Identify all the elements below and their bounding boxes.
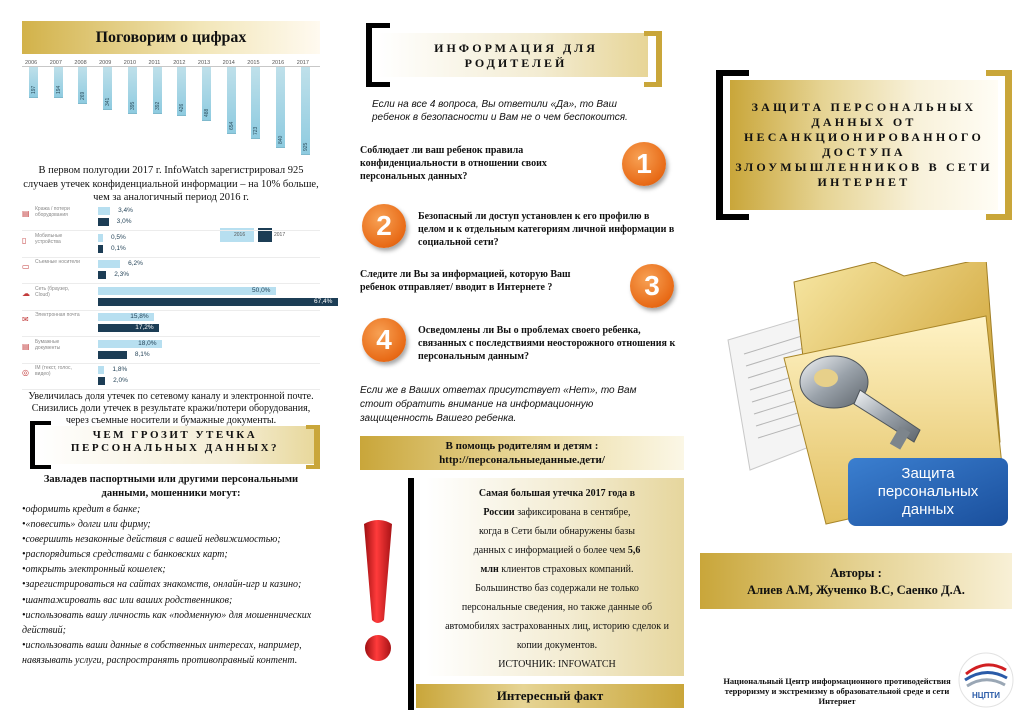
timeline-year-2015: 2015 xyxy=(247,60,260,66)
timeline-year-2010: 2010 xyxy=(123,60,137,66)
channel-label: Кража / потери оборудования xyxy=(35,206,70,218)
channel-value-2016: 1,8% xyxy=(112,366,128,373)
timeline-value-2016: 840 xyxy=(278,136,284,145)
fact-line: копии документов. xyxy=(516,640,598,651)
channel-value-2016: 18,0% xyxy=(138,339,157,347)
channels-paragraph: Увеличилась доля утечек по сетевому каналу и электронной почте. Снизились доли утечек в результате кражи/потери оборудования, через съемные носители и бумажные документы. xyxy=(28,391,314,426)
channel-value-2017: 3,0% xyxy=(116,218,132,225)
question-3: Следите ли Вы за информацией, которую Ваш ребенок отправляет/ вводит в Интернете ? xyxy=(360,269,571,293)
channel-bar-2017 xyxy=(98,377,105,385)
channel-value-2017: 67,4% xyxy=(314,297,333,305)
threat-item: •распорядиться средствами с банковских карт; xyxy=(22,549,228,561)
channel-label: Бумажные документы xyxy=(35,338,61,351)
threat-intro: Завладев паспортными или другими персональными данными, мошенники могут: xyxy=(43,474,299,499)
threat-item: •зарегистрироваться на сайтах знакомств, онлайн-игр и казино; xyxy=(22,579,302,591)
channel-icon: ☁ xyxy=(22,288,30,298)
help-link[interactable]: http://персональныеданные.дети/ xyxy=(439,454,605,466)
threat-item: •использовать ваши данные в собственных интересах, например, навязывать услуги, распространять противоправный контент. xyxy=(22,639,302,666)
channel-icon: ✉ xyxy=(22,315,29,324)
channel-row xyxy=(22,365,320,389)
channel-value-2016: 15,8% xyxy=(130,313,149,320)
channel-row xyxy=(22,259,320,283)
timeline-year-2009: 2009 xyxy=(99,60,112,66)
fact-line: когда в Сети были обнаружены базы xyxy=(479,526,635,537)
channel-icon: ▤ xyxy=(22,341,30,351)
folder-caption-1: Защита xyxy=(901,465,955,482)
channel-value-2017: 0,1% xyxy=(111,244,126,252)
fact-line: ИСТОЧНИК: INFOWATCH xyxy=(498,659,616,670)
threat-item: •открыть электронный кошелек; xyxy=(22,564,166,576)
threat-item: •оформить кредит в банке; xyxy=(22,504,141,515)
fact-line: данных с информацией о более чем 5,6 xyxy=(473,545,641,556)
channel-separator xyxy=(22,230,320,231)
channel-label: Сеть (браузер, Cloud) xyxy=(35,285,70,298)
fact-line: России зафиксирована в сентябре, xyxy=(483,507,631,518)
channel-bar-2016 xyxy=(98,207,110,215)
threat-heading-box xyxy=(22,421,320,469)
timeline-year-2017: 2017 xyxy=(296,60,309,66)
question-4: Осведомлены ли Вы о проблемах своего ребенка, связанных с последствиями неосторожного отношения к персональным данным? xyxy=(418,325,676,362)
logo-text: НЦПТИ xyxy=(971,691,1001,700)
numbers-heading: Поговорим о цифрах xyxy=(22,21,320,54)
authors-box xyxy=(700,553,1012,609)
timeline-year-2008: 2008 xyxy=(74,60,87,66)
channel-value-2016: 6,2% xyxy=(128,260,143,267)
channel-icon: ▤ xyxy=(22,209,30,218)
channel-bar-2017 xyxy=(98,298,338,306)
fact-line: Самая большая утечка 2017 года в xyxy=(478,488,636,499)
channel-separator xyxy=(22,310,320,311)
timeline-value-2009: 341 xyxy=(105,97,112,106)
legend-2017-label: 2017 xyxy=(274,232,286,238)
parents-outro: Если же в Ваших ответах присутствует «Нет», то Вам стоит обратить внимание на информационную защищенность Вашего ребенка. xyxy=(360,385,637,424)
timeline-value-2017: 925 xyxy=(302,142,309,151)
channel-icon: ◎ xyxy=(22,368,29,377)
timeline-value-2008: 269 xyxy=(80,91,87,100)
timeline-value-2012: 426 xyxy=(179,103,186,113)
timeline-value-2011: 392 xyxy=(154,101,161,110)
threat-heading: ЧЕМ ГРОЗИТ УТЕЧКА ПЕРСОНАЛЬНЫХ ДАННЫХ? xyxy=(70,429,280,454)
channel-label: Электронная почта xyxy=(35,312,80,318)
timeline-year-2007: 2007 xyxy=(49,60,62,66)
interesting-fact-box xyxy=(408,478,684,710)
threat-item: •использовать вашу личность как «подменную» для мошеннических действий; xyxy=(22,609,312,636)
timeline-value-2010: 395 xyxy=(129,101,136,110)
channel-value-2017: 2,3% xyxy=(114,271,130,278)
question-4-number-icon: 4 xyxy=(362,318,406,362)
channel-label: IM (текст, голос, видео) xyxy=(35,365,72,377)
channel-label: Съемные носители xyxy=(35,259,80,265)
fact-line: млн клиентов страховых компаний. xyxy=(480,564,634,575)
parents-heading-box xyxy=(366,23,662,87)
channel-row xyxy=(22,233,320,257)
channel-bar-2016 xyxy=(98,287,276,295)
channel-bar-2017 xyxy=(98,245,103,253)
channel-separator xyxy=(22,336,320,337)
question-1-number-icon: 1 xyxy=(622,142,666,186)
question-2: Безопасный ли доступ установлен к его профилю в целом и к отдельным категориям личной информации в социальной сети? xyxy=(418,211,675,248)
channel-icon: ▯ xyxy=(22,235,27,245)
ncpti-logo xyxy=(958,652,1014,708)
main-title-box xyxy=(716,70,1012,220)
threat-list xyxy=(22,502,320,668)
fact-text xyxy=(430,484,684,674)
channel-value-2017: 2,0% xyxy=(113,377,128,384)
folder-caption-2: персональных xyxy=(877,483,979,500)
question-2-number-icon: 2 xyxy=(362,204,406,248)
fact-line: Большинство баз содержали не только xyxy=(475,583,639,594)
exclamation-icon xyxy=(360,516,396,666)
question-1: Соблюдает ли ваш ребенок правила конфиденциальности в отношении своих персональных данных? xyxy=(360,145,547,182)
channel-value-2017: 17,2% xyxy=(135,324,154,331)
threat-item: •совершить незаконные действия с вашей недвижимостью; xyxy=(22,534,281,546)
folder-caption-3: данных xyxy=(902,501,954,518)
fact-title: Интересный факт xyxy=(416,684,684,708)
authors-label: Авторы : xyxy=(830,566,882,580)
channel-bar-2016 xyxy=(98,234,103,242)
authors-names: Алиев А.М, Жученко В.С, Саенко Д.А. xyxy=(747,583,965,597)
timeline-year-2011: 2011 xyxy=(148,60,161,66)
timeline-year-2006: 2006 xyxy=(25,60,38,66)
timeline-value-2006: 197 xyxy=(31,85,37,95)
channel-label: Мобильные устройства xyxy=(35,232,63,245)
legend-2016: 2016 xyxy=(220,228,254,242)
timeline-value-2013: 488 xyxy=(203,108,210,117)
timeline-year-2016: 2016 xyxy=(272,60,285,66)
channel-icon: ▭ xyxy=(22,262,30,271)
channel-bar-2017 xyxy=(98,271,106,279)
question-3-number-icon: 3 xyxy=(630,264,674,308)
timeline-value-2015: 723 xyxy=(253,126,260,136)
channel-bar-2016 xyxy=(98,260,120,268)
help-label: В помощь родителям и детям : xyxy=(445,440,599,452)
timeline-value-2014: 654 xyxy=(228,121,235,130)
main-title: ЗАЩИТА ПЕРСОНАЛЬНЫХ ДАННЫХ ОТ НЕСАНКЦИОНИРОВАННОГО ДОСТУПА ЗЛОУМЫШЛЕННИКОВ В СЕТИ ИНТЕРНЕТ xyxy=(735,100,993,189)
parents-heading: ИНФОРМАЦИЯ ДЛЯ РОДИТЕЛЕЙ xyxy=(434,41,598,70)
folder-key-illustration xyxy=(724,262,1014,530)
timeline-value-2007: 194 xyxy=(55,85,62,95)
fact-line: автомобилях застрахованных лиц, историю сделок и xyxy=(445,621,669,632)
fact-line: персональные сведения, но также данные об xyxy=(461,602,653,613)
channel-value-2016: 50,0% xyxy=(252,286,271,294)
parents-intro: Если на все 4 вопроса, Вы ответили «Да», то Ваш ребенок в безопасности и Вам не о чем беспокоится. xyxy=(372,99,628,123)
threat-item: •шантажировать вас или ваших родственников; xyxy=(22,594,233,606)
channel-value-2016: 0,5% xyxy=(111,233,126,241)
timeline-year-2012: 2012 xyxy=(173,60,186,66)
channel-separator xyxy=(22,363,320,364)
channel-value-2016: 3,4% xyxy=(118,207,133,214)
timeline-year-2013: 2013 xyxy=(197,60,211,66)
channel-row xyxy=(22,312,320,336)
channel-row xyxy=(22,285,333,310)
channel-separator xyxy=(22,283,320,284)
timeline-year-2014: 2014 xyxy=(222,60,235,66)
channel-bar-2017 xyxy=(98,351,127,359)
help-banner xyxy=(360,436,684,470)
channel-value-2017: 8,1% xyxy=(134,350,150,358)
threat-item: •«повесить» долги или фирму; xyxy=(22,519,151,531)
channel-separator xyxy=(22,389,320,390)
organization-name: Национальный Центр информационного противодействия терроризму и экстремизму в образовательной среде и сети Интернет xyxy=(723,676,951,706)
channel-bar-2016 xyxy=(98,366,104,374)
channel-separator xyxy=(22,257,320,258)
channel-row xyxy=(22,206,320,230)
stats-paragraph: В первом полугодии 2017 г. InfoWatch зарегистрировал 925 случаев утечек конфиденциальной информации – на 10% больше, чем за аналогичный период 2016 г. xyxy=(23,165,319,203)
channel-row xyxy=(22,339,320,363)
channel-bar-2017 xyxy=(98,218,109,226)
